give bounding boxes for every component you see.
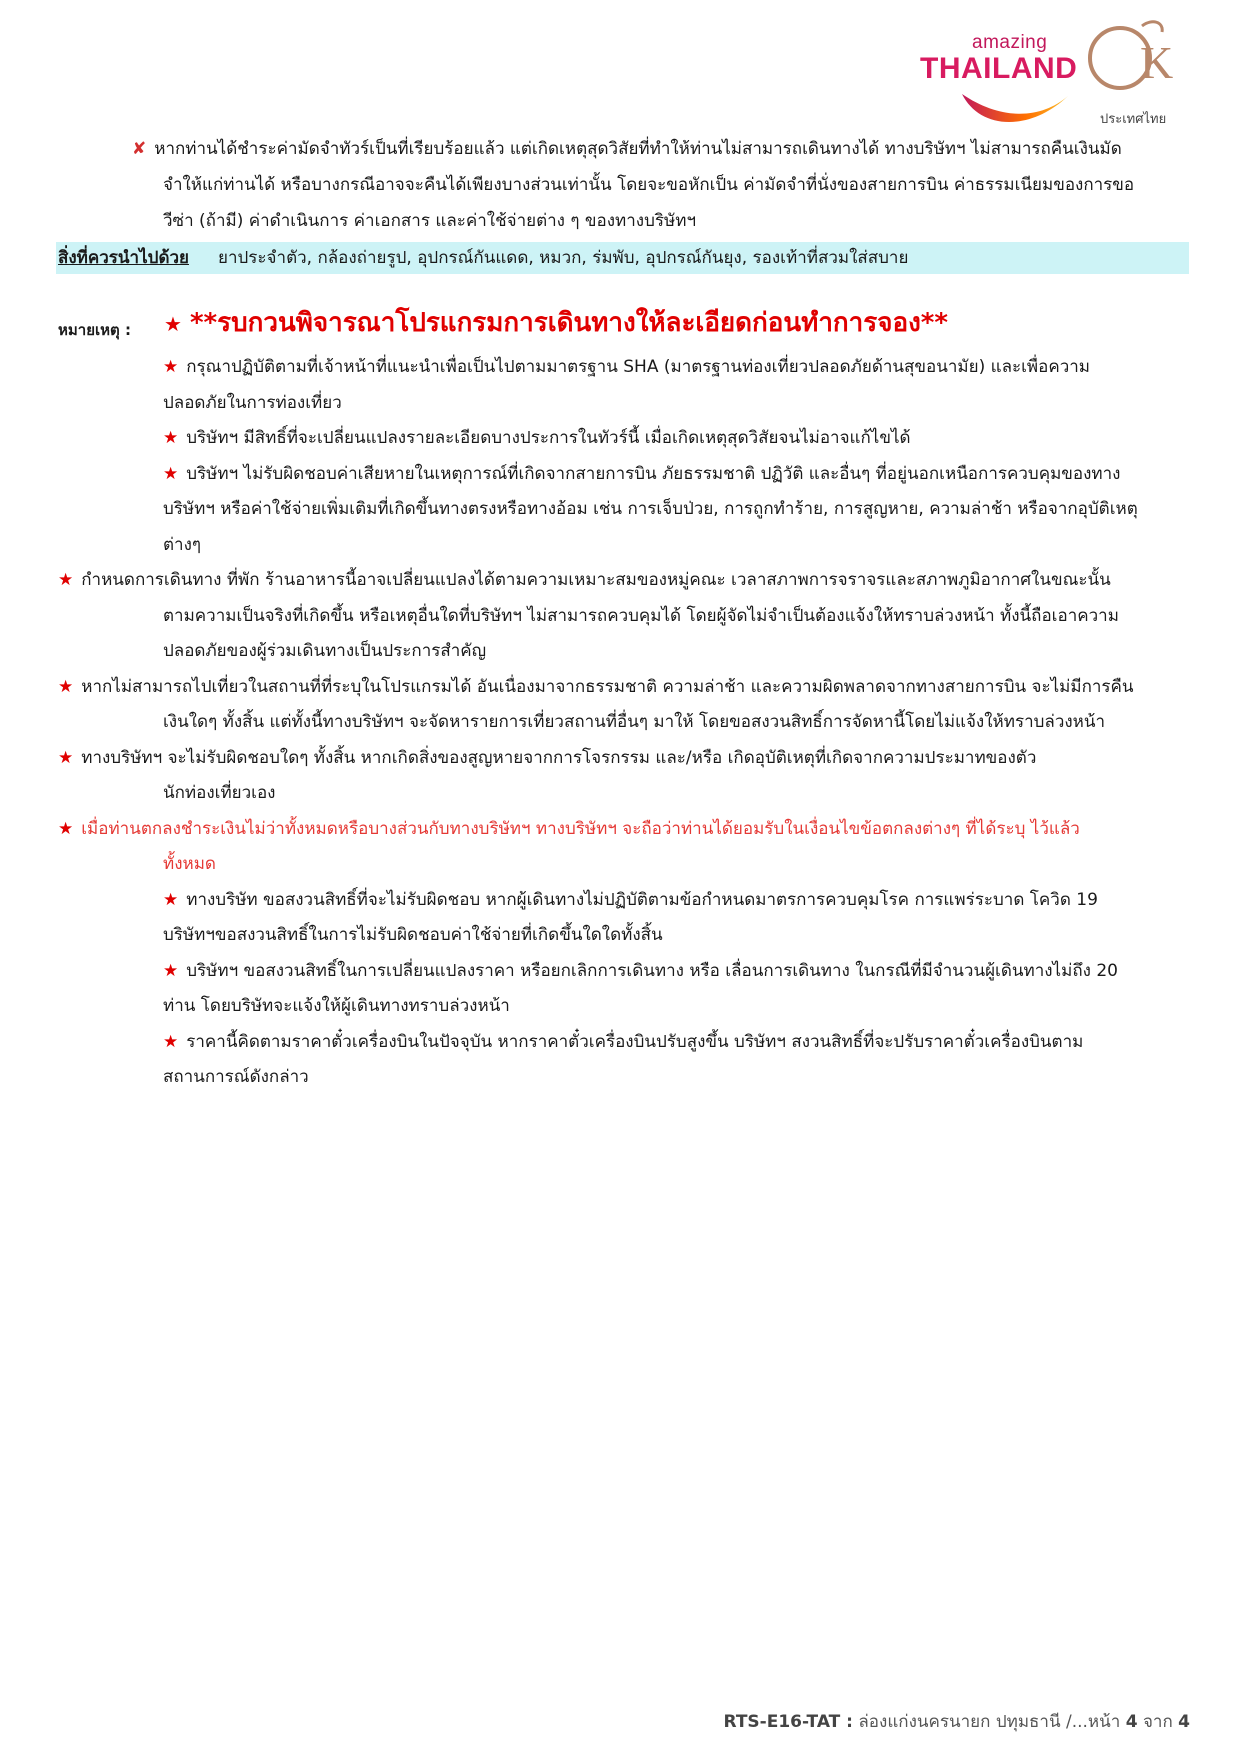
note-9-line-1: ★ บริษัทฯ ขอสงวนสิทธิ์ในการเปลี่ยนแปลงราคา หรือยกเลิกการเดินทาง หรือ เลื่อนการเดินทาง ในกรณีที่มีจำนวนผู้เดินทางไม่ถึง 20: [163, 961, 1118, 981]
footer-title: ล่องแก่งนครนายก ปทุมธานี /...หน้า: [858, 1712, 1121, 1732]
things-to-bring-title: สิ่งที่ควรนำไปด้วย: [58, 248, 189, 268]
note-1-line-2: ปลอดภัยในการท่องเที่ยว: [163, 393, 342, 413]
note-4-line-3: ปลอดภัยของผู้ร่วมเดินทางเป็นประการสำคัญ: [163, 641, 487, 661]
note-4-line-1: ★ กำหนดการเดินทาง ที่พัก ร้านอาหารนี้อาจเปลี่ยนแปลงได้ตามความเหมาะสมของหมู่คณะ เวลาสภาพการจราจรและสภาพภูมิอากาศในขณะนั้น: [58, 570, 1111, 590]
note-3-line-3: ต่างๆ: [163, 535, 202, 555]
note-8-line-2: บริษัทฯขอสงวนสิทธิ์ในการไม่รับผิดชอบค่าใช้จ่ายที่เกิดขึ้นใดใดทั้งสิ้น: [163, 925, 663, 945]
star-icon: ★: [163, 890, 179, 910]
ok-emblem-icon: [1082, 14, 1192, 106]
things-to-bring-items: ยาประจำตัว, กล้องถ่ายรูป, อุปกรณ์กันแดด, หมวก, ร่มพับ, อุปกรณ์กันยุง, รองเท้าที่สวมใส่สบาย: [218, 248, 909, 268]
logo-thailand-text: THAILAND: [920, 52, 1078, 85]
star-icon: ★: [164, 312, 182, 336]
star-icon: ★: [163, 357, 179, 377]
note-2-line-1: ★ บริษัทฯ มีสิทธิ์ที่จะเปลี่ยนแปลงรายละเอียดบางประการในทัวร์นี้ เมื่อเกิดเหตุสุดวิสัยจนไม่อาจแก้ไขได้: [163, 428, 911, 448]
cross-mark-icon: ✘: [132, 139, 147, 159]
note-3-line-2: บริษัทฯ หรือค่าใช้จ่ายเพิ่มเติมที่เกิดขึ้นทางตรงหรือทางอ้อม เช่น การเจ็บป่วย, การถูกทำร้าย, การสูญหาย, ความล่าช้า หรือจากอุบัติเหตุ: [163, 499, 1138, 519]
note-9-line-2: ท่าน โดยบริษัทจะแจ้งให้ผู้เดินทางทราบล่วงหน้า: [163, 996, 510, 1016]
note-6-line-2: นักท่องเที่ยวเอง: [163, 783, 276, 803]
star-icon: ★: [58, 570, 74, 590]
things-to-bring-row: [56, 242, 1189, 274]
star-icon: ★: [58, 748, 74, 768]
note-1-line-1: ★ กรุณาปฏิบัติตามที่เจ้าหน้าที่แนะนำเพื่อเป็นไปตามมาตรฐาน SHA (มาตรฐานท่องเที่ยวปลอดภัยด้านสุขอนามัย) และเพื่อความ: [163, 357, 1091, 377]
note-7-line-1: ★ เมื่อท่านตกลงชำระเงินไม่ว่าทั้งหมดหรือบางส่วนกับทางบริษัทฯ ทางบริษัทฯ จะถือว่าท่านได้ยอมรับในเงื่อนไขข้อตกลงต่างๆ ที่ได้ระบุ ไว้แล้ว: [58, 819, 1080, 839]
star-icon: ★: [58, 677, 74, 697]
logo-swoosh-icon: [960, 90, 1070, 130]
refund-line-3: วีซ่า (ถ้ามี) ค่าดำเนินการ ค่าเอกสาร และค่าใช้จ่ายต่าง ๆ ของทางบริษัทฯ: [163, 211, 696, 231]
refund-line-2: จำให้แก่ท่านได้ หรือบางกรณีอาจจะคืนได้เพียงบางส่วนเท่านั้น โดยจะขอหักเป็น ค่ามัดจำที่นั่งของสายการบิน ค่าธรรมเนียมของการขอ: [163, 175, 1135, 195]
ok-logo: [1082, 14, 1192, 130]
logo-ok-caption: ประเทศไทย: [1100, 112, 1167, 127]
note-5-line-2: เงินใดๆ ทั้งสิ้น แต่ทั้งนี้ทางบริษัทฯ จะจัดหารายการเที่ยวสถานที่อื่นๆ มาให้ โดยขอสงวนสิทธิ์การจัดหานี้โดยไม่แจ้งให้ทราบล่วงหน้า: [163, 712, 1106, 732]
logo-amazing-text: amazing: [972, 32, 1048, 53]
note-4-line-2: ตามความเป็นจริงที่เกิดขึ้น หรือเหตุอื่นใดที่บริษัทฯ ไม่สามารถควบคุมได้ โดยผู้จัดไม่จำเป็นต้องแจ้งให้ทราบล่วงหน้า ทั้งนี้ถือเอาความ: [163, 606, 1119, 626]
note-6-line-1: ★ ทางบริษัทฯ จะไม่รับผิดชอบใดๆ ทั้งสิ้น หากเกิดสิ่งของสูญหายจากการโจรกรรม และ/หรือ เกิดอุบัติเหตุที่เกิดจากความประมาทของตัว: [58, 748, 1037, 768]
star-icon: ★: [163, 464, 179, 484]
note-10-line-1: ★ ราคานี้คิดตามราคาตั๋วเครื่องบินในปัจจุบัน หากราคาตั๋วเครื่องบินปรับสูงขึ้น บริษัทฯ สงวนสิทธิ์ที่จะปรับราคาตั๋วเครื่องบินตาม: [163, 1032, 1084, 1052]
star-icon: ★: [163, 1032, 179, 1052]
svg-text:K: K: [1140, 37, 1174, 88]
note-3-line-1: ★ บริษัทฯ ไม่รับผิดชอบค่าเสียหายในเหตุการณ์ที่เกิดจากสายการบิน ภัยธรรมชาติ ปฏิวัติ และอื่นๆ ที่อยู่นอกเหนือการควบคุมของทาง: [163, 464, 1121, 484]
page-footer: [724, 1708, 1191, 1735]
footer-page-number: 4: [1125, 1712, 1138, 1732]
star-icon: ★: [163, 961, 179, 981]
note-8-line-1: ★ ทางบริษัท ขอสงวนสิทธิ์ที่จะไม่รับผิดชอบ หากผู้เดินทางไม่ปฏิบัติตามข้อกำหนดมาตรการควบคุมโรค การแพร่ระบาด โควิด 19: [163, 890, 1098, 910]
footer-code: RTS-E16-TAT :: [723, 1712, 853, 1732]
note-label: หมายเหตุ :: [58, 321, 131, 339]
notes-headline: ★ **รบกวนพิจารณาโปรแกรมการเดินทางให้ละเอียดก่อนทำการจอง**: [164, 308, 948, 338]
note-5-line-1: ★ หากไม่สามารถไปเที่ยวในสถานที่ที่ระบุในโปรแกรมได้ อันเนื่องมาจากธรรมชาติ ความล่าช้า และความผิดพลาดจากทางสายการบิน จะไม่มีการคืน: [58, 677, 1134, 697]
note-10-line-2: สถานการณ์ดังกล่าว: [163, 1067, 309, 1087]
star-icon: ★: [58, 819, 74, 839]
footer-of: จาก: [1142, 1712, 1173, 1732]
star-icon: ★: [163, 428, 179, 448]
note-7-line-2: ทั้งหมด: [163, 854, 216, 874]
refund-line-1: ✘ หากท่านได้ชำระค่ามัดจำทัวร์เป็นที่เรียบร้อยแล้ว แต่เกิดเหตุสุดวิสัยที่ทำให้ท่านไม่สามารถเดินทางได้ ทางบริษัทฯ ไม่สามารถคืนเงินมัด: [132, 139, 1122, 159]
footer-total-pages: 4: [1178, 1712, 1190, 1732]
